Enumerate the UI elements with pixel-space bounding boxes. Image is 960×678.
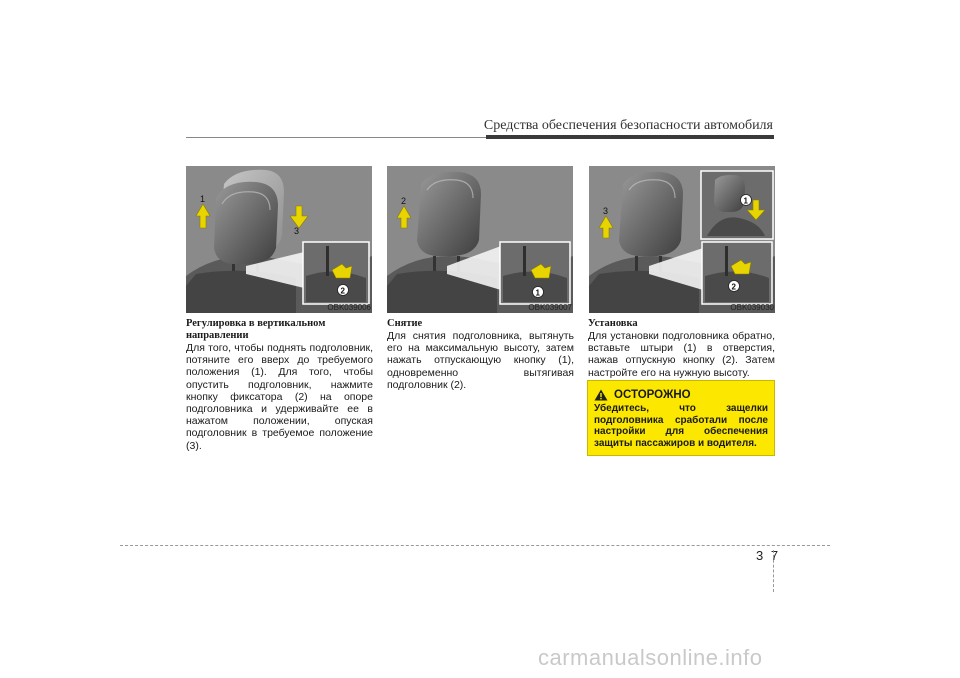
headrest-illustration bbox=[387, 166, 573, 313]
figure-code: OBK039007 bbox=[528, 303, 572, 312]
section-height-adjust bbox=[186, 318, 373, 452]
page-number-separator bbox=[773, 550, 774, 592]
callout-1: 1 bbox=[200, 194, 206, 204]
warning-box bbox=[587, 380, 775, 456]
callout-1: 1 bbox=[535, 288, 540, 298]
header-rule-thick bbox=[486, 135, 774, 139]
callout-2: 2 bbox=[401, 196, 407, 206]
warning-title: ОСТОРОЖНО bbox=[614, 389, 691, 401]
section-body: Для установки подголовника обратно, вставьте штыри (1) в отверстия, нажав отпускную кнопку (2). Затем настройте его на нужную высоту. bbox=[588, 330, 775, 379]
warning-triangle-icon bbox=[594, 389, 608, 401]
callout-3: 3 bbox=[294, 226, 300, 236]
warning-text: Убедитесь, что защелки подголовника сработали после настройки для обеспечения защиты пассажиров и водителя. bbox=[594, 403, 768, 449]
headrest-illustration bbox=[589, 166, 775, 313]
header-rule-thin bbox=[186, 137, 486, 138]
callout-3: 3 bbox=[603, 206, 609, 216]
figure-code: OBK039030 bbox=[730, 303, 774, 312]
section-body: Для снятия подголовника, вытянуть его на максимальную высоту, затем нажать отпускающую кнопку (1), одновременно вытягивая подголовник (2). bbox=[387, 330, 574, 391]
callout-1: 1 bbox=[743, 196, 748, 206]
section-heading: Регулировка в вертикальном направлении bbox=[186, 318, 326, 341]
footer-rule bbox=[120, 545, 830, 546]
figure-removal bbox=[387, 166, 573, 313]
page-header-title: Средства обеспечения безопасности автомобиля bbox=[483, 118, 773, 133]
callout-2: 2 bbox=[340, 286, 345, 296]
section-removal bbox=[387, 318, 574, 391]
figure-height-adjust bbox=[186, 166, 372, 313]
callout-2: 2 bbox=[731, 282, 736, 292]
section-heading: Снятие bbox=[387, 318, 423, 329]
section-heading: Установка bbox=[588, 318, 638, 329]
page-number: 3 7 bbox=[756, 548, 781, 563]
section-body: Для того, чтобы поднять подголовник, потяните его вверх до требуемого положения (1). Для того, чтобы опустить подголовник, нажмите кнопку фиксатора (2) на опоре подголовника и удерживайте ее в нажатом положении, опуская подголовник в требуемое положение (3). bbox=[186, 342, 373, 452]
figure-code: OBK039006 bbox=[327, 303, 371, 312]
warning-header bbox=[594, 389, 768, 401]
section-installation bbox=[588, 318, 775, 379]
watermark: carmanualsonline.info bbox=[538, 645, 763, 670]
figure-installation bbox=[589, 166, 775, 313]
headrest-illustration bbox=[186, 166, 372, 313]
